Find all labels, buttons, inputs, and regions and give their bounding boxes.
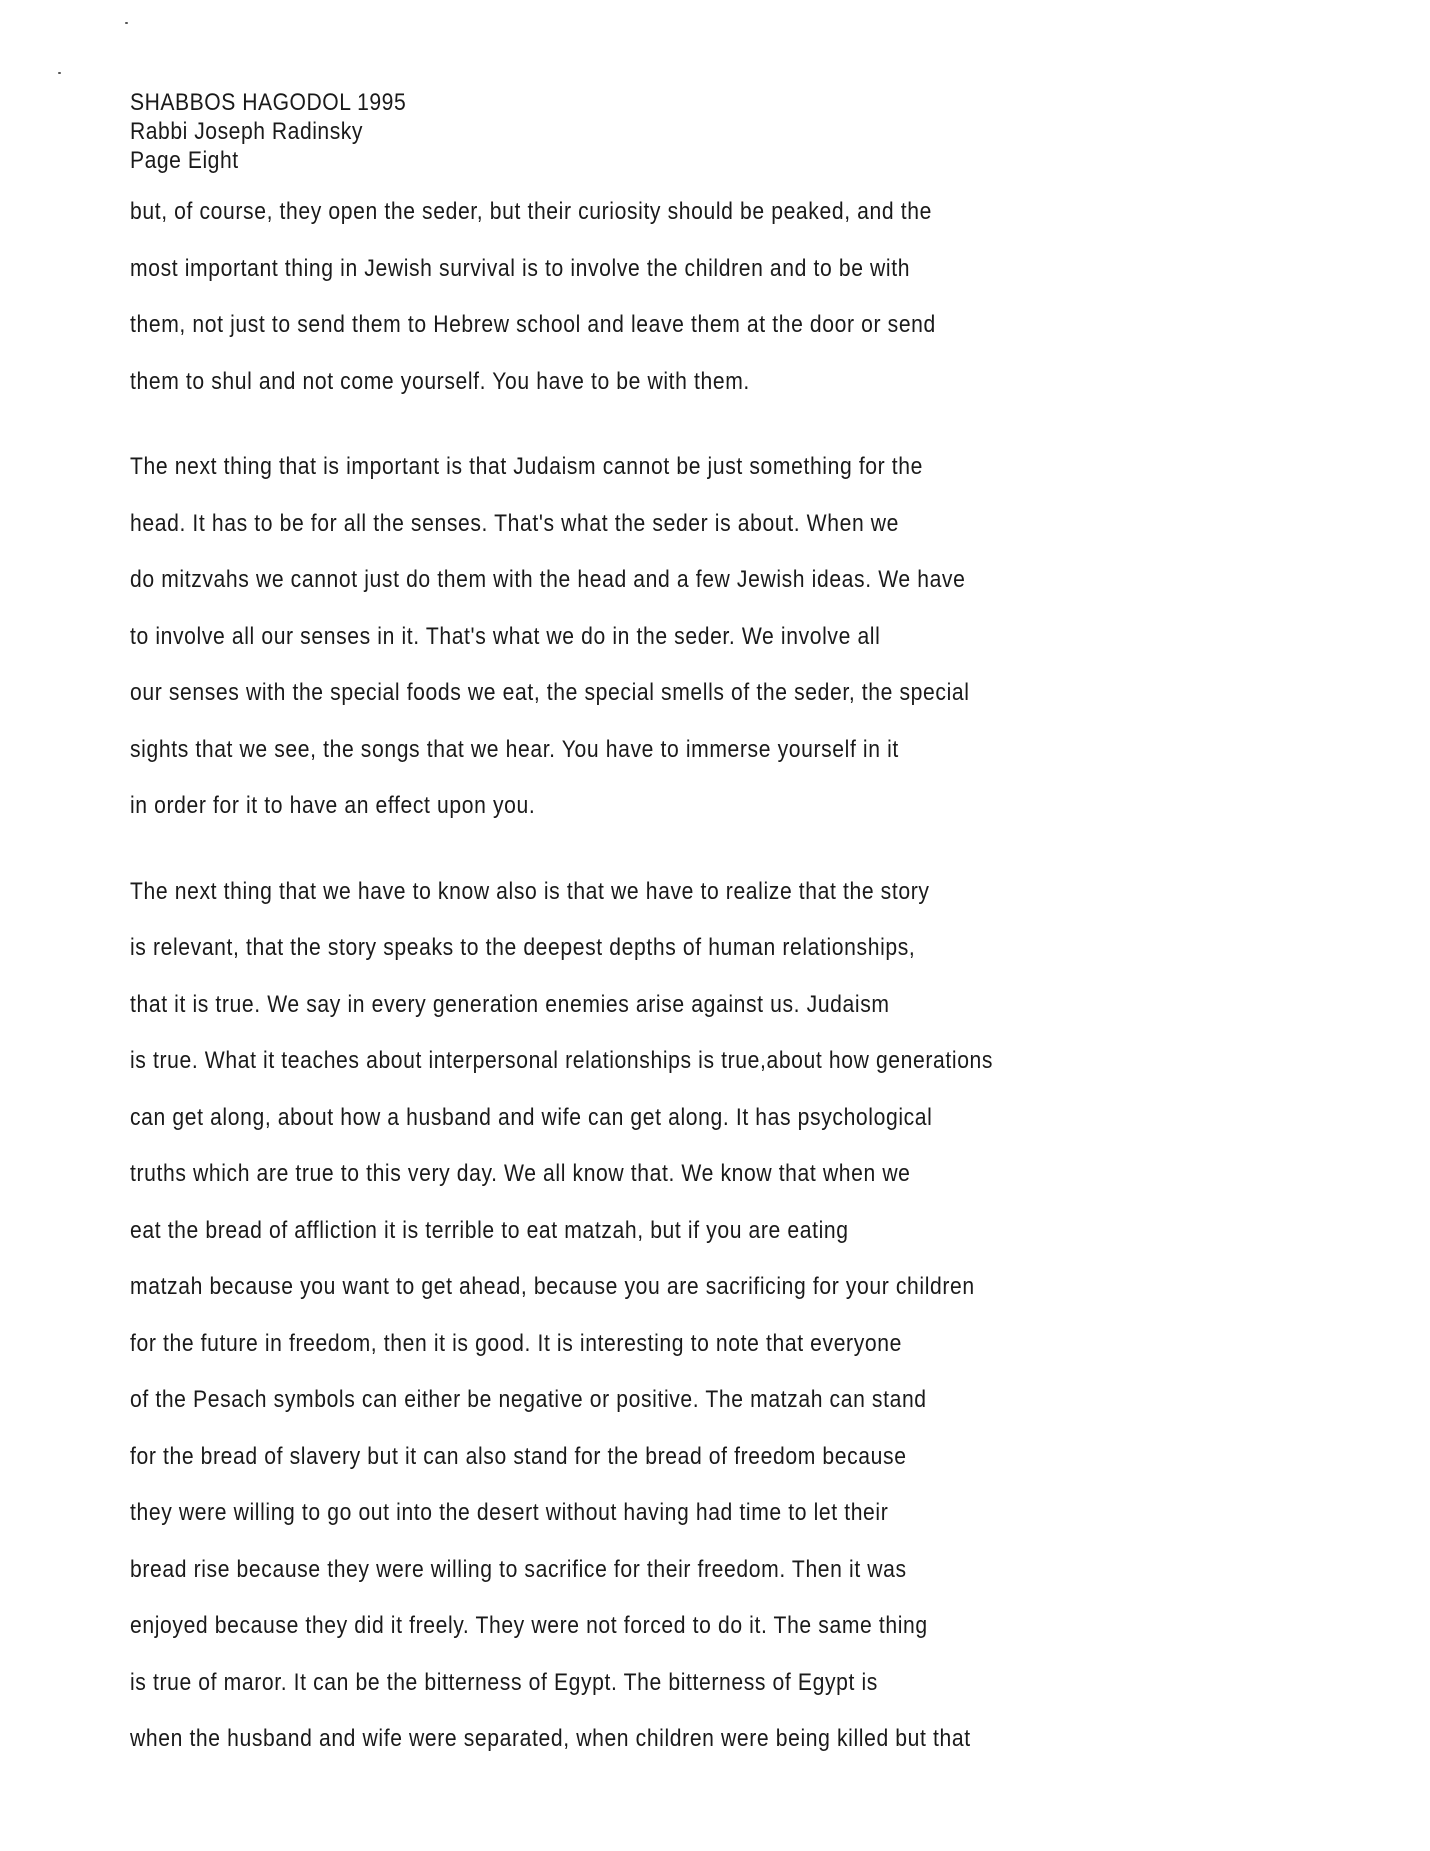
text-line: head. It has to be for all the senses. That's what the seder is about. When we [130,509,900,537]
text-line: of the Pesach symbols can either be negative or positive. The matzah can stand [130,1386,927,1413]
paragraph [130,452,1410,848]
text-line: that it is true. We say in every generation enemies arise against us. Judaism [130,990,890,1018]
text-line: to involve all our senses in it. That's what we do in the seder. We involve all [130,622,881,650]
text-line: enjoyed because they did it freely. They were not forced to do it. The same thing [130,1612,928,1639]
text-line: them to shul and not come yourself. You have to be with them. [130,367,750,395]
text-line: in order for it to have an effect upon you. [130,792,536,819]
text-line: them, not just to send them to Hebrew school and leave them at the door or send [130,311,936,338]
text-line: for the future in freedom, then it is good. It is interesting to note that everyone [130,1329,902,1357]
text-line: they were willing to go out into the desert without having had time to let their [130,1499,889,1526]
text-line: matzah because you want to get ahead, because you are sacrificing for your children [130,1273,975,1300]
text-line: eat the bread of affliction it is terrible to eat matzah, but if you are eating [130,1216,849,1244]
text-line: bread rise because they were willing to sacrifice for their freedom. Then it was [130,1555,907,1583]
paragraph [130,877,1410,1781]
text-line: but, of course, they open the seder, but their curiosity should be peaked, and the [130,198,932,225]
text-line: truths which are true to this very day. We all know that. We know that when we [130,1160,911,1187]
text-line: when the husband and wife were separated, when children were being killed but that [130,1725,971,1752]
text-line: The next thing that is important is that Judaism cannot be just something for the [130,453,924,480]
text-line: our senses with the special foods we eat, the special smells of the seder, the special [130,679,970,706]
scan-speck [58,72,61,74]
header-author: Rabbi Joseph Radinsky [130,118,363,145]
text-line: The next thing that we have to know also is that we have to realize that the story [130,877,930,905]
paragraph [130,197,1410,423]
text-line: for the bread of slavery but it can also stand for the bread of freedom because [130,1442,907,1470]
text-line: is relevant, that the story speaks to the deepest depths of human relationships, [130,934,916,961]
header-title: SHABBOS HAGODOL 1995 [130,89,407,116]
text-line: is true of maror. It can be the bitterness of Egypt. The bitterness of Egypt is [130,1668,878,1696]
scan-speck [125,22,128,24]
page-header [130,88,406,175]
document-body [130,197,1410,1810]
text-line: can get along, about how a husband and wife can get along. It has psychological [130,1103,933,1131]
text-line: sights that we see, the songs that we hear. You have to immerse yourself in it [130,735,899,763]
header-page-number: Page Eight [130,147,239,174]
text-line: most important thing in Jewish survival is to involve the children and to be with [130,254,911,282]
text-line: is true. What it teaches about interpersonal relationships is true,about how generations [130,1047,994,1074]
text-line: do mitzvahs we cannot just do them with the head and a few Jewish ideas. We have [130,566,966,593]
